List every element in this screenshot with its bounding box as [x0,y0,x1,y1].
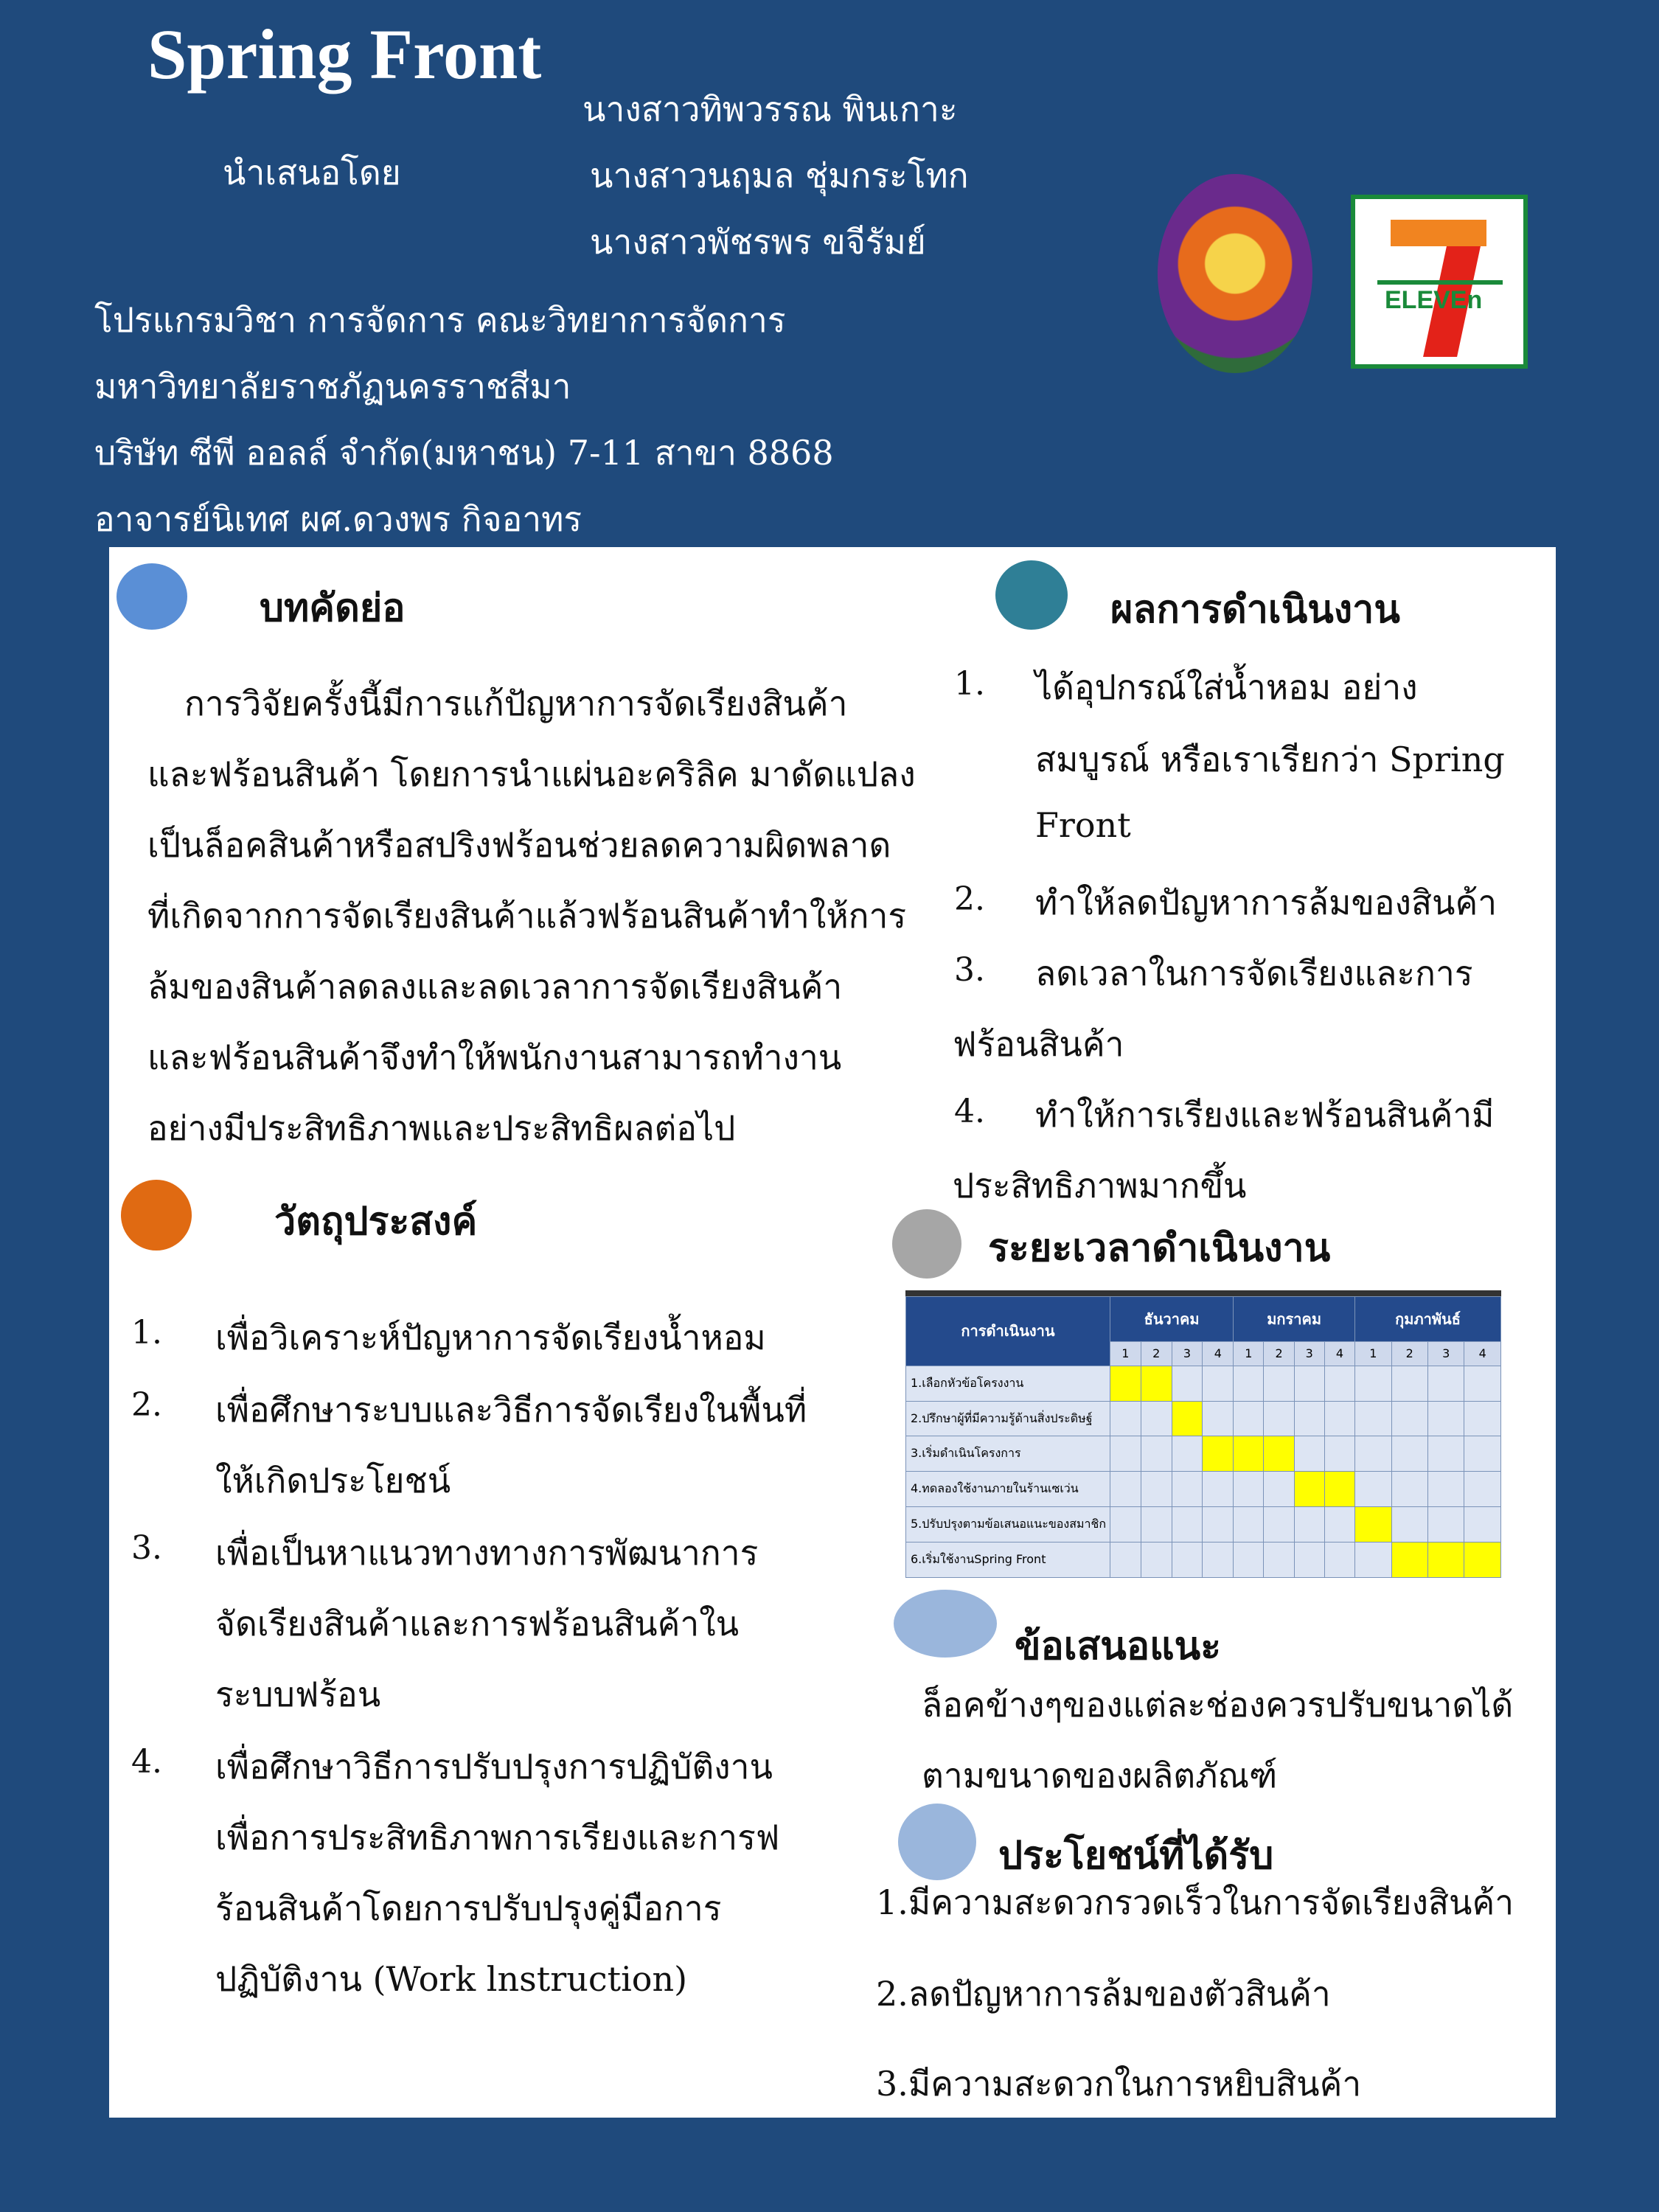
gantt-task-row [906,1401,1501,1436]
gantt-cell [1464,1366,1501,1401]
seven-eleven-logo [1351,195,1528,369]
gantt-cell [1294,1366,1324,1401]
gantt-cell [1203,1366,1234,1401]
suggestion-bullet [894,1590,997,1658]
suggestion-line-2: ตามขนาดของผลิตภัณฑ์ [922,1756,1278,1795]
author-1: นางสาวทิพวรรณ พินเกาะ [582,89,958,129]
benefits-bullet [898,1804,976,1880]
objective-3-line-1: เพื่อเป็นหาแนวทางทางการพัฒนาการ [215,1533,759,1573]
benefits-heading: ประโยชน์ที่ได้รับ [998,1833,1274,1878]
gantt-cell [1391,1436,1427,1472]
affiliation-advisor: อาจารย์นิเทศ ผศ.ดวงพร กิจอาทร [94,499,582,539]
gantt-cell [1172,1472,1203,1507]
gantt-week-3: 3 [1172,1341,1203,1366]
gantt-week-7: 3 [1294,1341,1324,1366]
gantt-active-cell [1203,1436,1234,1472]
gantt-cell [1264,1366,1294,1401]
gantt-month-3: กุมภาพันธ์ [1355,1297,1501,1342]
university-logo [1158,174,1312,373]
gantt-cell [1355,1436,1391,1472]
gantt-active-cell [1264,1436,1294,1472]
abstract-line-1: การวิจัยครั้งนี้มีการแก้ปัญหาการจัดเรียงสินค้า [184,684,848,723]
poster-title: Spring Front [147,15,542,94]
gantt-cell [1324,1507,1354,1543]
gantt-cell [1141,1436,1172,1472]
gantt-cell [1234,1507,1264,1543]
gantt-active-cell [1110,1366,1141,1401]
gantt-cell [1324,1401,1354,1436]
gantt-cell [1234,1543,1264,1578]
gantt-cell [1324,1366,1354,1401]
result-1-number: 1. [954,665,985,703]
abstract-line-4: ที่เกิดจากการจัดเรียงสินค้าแล้วฟร้อนสินค้าทำให้การ [147,896,907,936]
abstract-bullet [116,563,187,630]
abstract-line-2: และฟร้อนสินค้า โดยการนำแผ่นอะคริลิค มาดัดแปลง [147,754,916,794]
benefit-3: 3.มีความสะดวกในการหยิบสินค้า [876,2064,1362,2104]
gantt-task-row [906,1366,1501,1401]
timeline-bullet [892,1209,961,1279]
gantt-task-row [906,1472,1501,1507]
gantt-task-label: 3.เริ่มดำเนินโครงการ [906,1436,1110,1472]
gantt-active-cell [1391,1543,1427,1578]
gantt-week-9: 1 [1355,1341,1391,1366]
gantt-active-cell [1324,1472,1354,1507]
objectives-bullet [121,1180,192,1251]
gantt-week-11: 3 [1427,1341,1464,1366]
gantt-table [905,1296,1501,1578]
gantt-cell [1234,1472,1264,1507]
gantt-cell [1110,1436,1141,1472]
gantt-cell [1141,1507,1172,1543]
gantt-active-cell [1234,1436,1264,1472]
results-heading: ผลการดำเนินงาน [1110,587,1400,632]
gantt-week-4: 4 [1203,1341,1234,1366]
result-4-line-1: ทำให้การเรียงและฟร้อนสินค้ามี [1035,1095,1495,1135]
suggestion-heading: ข้อเสนอแนะ [1015,1624,1222,1669]
objective-3-line-2: จัดเรียงสินค้าและการฟร้อนสินค้าใน [215,1604,740,1644]
gantt-chart [905,1290,1501,1578]
abstract-heading: บทคัดย่อ [260,585,406,630]
result-2-line-1: ทำให้ลดปัญหาการล้มของสินค้า [1035,883,1498,922]
gantt-cell [1391,1472,1427,1507]
gantt-cell [1264,1401,1294,1436]
gantt-cell [1294,1543,1324,1578]
objective-3-number: 3. [131,1529,162,1567]
gantt-week-2: 2 [1141,1341,1172,1366]
gantt-header-row [906,1297,1501,1342]
gantt-cell [1427,1507,1464,1543]
result-4-continuation: ประสิทธิภาพมากขึ้น [953,1166,1247,1206]
gantt-cell [1141,1401,1172,1436]
gantt-cell [1172,1543,1203,1578]
gantt-week-6: 2 [1264,1341,1294,1366]
result-1-line-2: สมบูรณ์ หรือเราเรียกว่า Spring [1035,740,1505,779]
gantt-cell [1355,1472,1391,1507]
gantt-task-row [906,1436,1501,1472]
gantt-active-cell [1427,1543,1464,1578]
objective-4-line-1: เพื่อศึกษาวิธีการปรับปรุงการปฏิบัติงาน [215,1747,773,1787]
gantt-cell [1264,1543,1294,1578]
gantt-task-label: 6.เริ่มใช้งานSpring Front [906,1543,1110,1578]
gantt-cell [1294,1507,1324,1543]
gantt-cell [1427,1436,1464,1472]
author-2: นางสาวนฤมล ชุ่มกระโทก [590,156,969,195]
gantt-month-2: มกราคม [1234,1297,1355,1342]
result-3-number: 3. [954,951,985,989]
gantt-cell [1294,1436,1324,1472]
gantt-cell [1141,1472,1172,1507]
gantt-cell [1464,1436,1501,1472]
gantt-cell [1203,1543,1234,1578]
gantt-cell [1264,1472,1294,1507]
abstract-line-7: อย่างมีประสิทธิภาพและประสิทธิผลต่อไป [147,1108,736,1148]
gantt-cell [1110,1543,1141,1578]
gantt-cell [1110,1401,1141,1436]
abstract-line-3: เป็นล็อคสินค้าหรือสปริงฟร้อนช่วยลดความผิดพลาด [147,825,891,865]
gantt-cell [1464,1472,1501,1507]
objective-1-line-1: เพื่อวิเคราะห์ปัญหาการจัดเรียงน้ำหอม [215,1318,766,1357]
presented-by-label: นำเสนอโดย [223,153,401,192]
objective-2-line-1: เพื่อศึกษาระบบและวิธีการจัดเรียงในพื้นที่ [215,1390,807,1430]
gantt-cell [1234,1401,1264,1436]
objective-4-line-3: ร้อนสินค้าโดยการปรับปรุงคู่มือการ [215,1888,722,1928]
objective-4-number: 4. [131,1743,162,1781]
objective-4-line-2: เพื่อการประสิทธิภาพการเรียงและการฟ [215,1818,780,1857]
abstract-line-6: และฟร้อนสินค้าจึงทำให้พนักงานสามารถทำงาน [147,1037,842,1077]
gantt-cell [1234,1366,1264,1401]
objectives-heading: วัตถุประสงค์ [274,1199,478,1244]
gantt-cell [1324,1436,1354,1472]
author-3: นางสาวพัชรพร ขจีรัมย์ [590,222,926,262]
objective-2-line-2: ให้เกิดประโยชน์ [215,1461,451,1500]
gantt-cell [1110,1507,1141,1543]
gantt-cell [1324,1543,1354,1578]
gantt-cell [1427,1401,1464,1436]
result-3-line-1: ลดเวลาในการจัดเรียงและการ [1035,953,1473,993]
gantt-week-5: 1 [1234,1341,1264,1366]
gantt-task-label: 1.เลือกหัวข้อโครงงาน [906,1366,1110,1401]
gantt-cell [1172,1436,1203,1472]
gantt-cell [1464,1507,1501,1543]
benefit-1: 1.มีความสะดวกรวดเร็วในการจัดเรียงสินค้า [876,1882,1514,1922]
affiliation-program: โปรแกรมวิชา การจัดการ คณะวิทยาการจัดการ [94,300,786,340]
affiliation-university: มหาวิทยาลัยราชภัฏนครราชสีมา [94,366,571,406]
seven-eleven-logo-text: ELEVEn [1385,286,1483,314]
results-bullet [995,560,1068,630]
gantt-task-row [906,1543,1501,1578]
result-4-number: 4. [954,1093,985,1130]
gantt-active-cell [1294,1472,1324,1507]
gantt-cell [1464,1401,1501,1436]
objective-4-line-4: ปฏิบัติงาน (Work lnstruction) [215,1959,688,1999]
gantt-cell [1264,1507,1294,1543]
gantt-column-header: การดำเนินงาน [906,1297,1110,1366]
affiliation-company: บริษัท ซีพี ออลล์ จำกัด(มหาชน) 7-11 สาขา 8868 [94,433,834,473]
gantt-cell [1172,1507,1203,1543]
gantt-task-row [906,1507,1501,1543]
gantt-cell [1355,1366,1391,1401]
objective-2-number: 2. [131,1386,162,1424]
gantt-task-label: 4.ทดลองใช้งานภายในร้านเซเว่น [906,1472,1110,1507]
gantt-task-label: 5.ปรับปรุงตามข้อเสนอแนะของสมาชิก [906,1507,1110,1543]
gantt-active-cell [1355,1507,1391,1543]
gantt-cell [1427,1366,1464,1401]
objective-1-number: 1. [131,1314,162,1352]
gantt-cell [1294,1401,1324,1436]
gantt-active-cell [1464,1543,1501,1578]
result-1-line-1: ได้อุปกรณ์ใส่น้ำหอม อย่าง [1035,667,1418,707]
gantt-week-12: 4 [1464,1341,1501,1366]
gantt-active-cell [1172,1401,1203,1436]
gantt-week-10: 2 [1391,1341,1427,1366]
gantt-cell [1391,1507,1427,1543]
gantt-cell [1203,1507,1234,1543]
benefit-2: 2.ลดปัญหาการล้มของตัวสินค้า [876,1974,1331,2014]
gantt-cell [1391,1366,1427,1401]
result-1-line-3: Front [1035,805,1131,845]
gantt-active-cell [1141,1366,1172,1401]
gantt-cell [1172,1366,1203,1401]
gantt-cell [1355,1543,1391,1578]
timeline-heading: ระยะเวลาดำเนินงาน [988,1225,1331,1270]
suggestion-line-1: ล็อคข้างๆของแต่ละช่องควรปรับขนาดได้ [922,1685,1514,1725]
gantt-cell [1203,1472,1234,1507]
objective-3-line-3: ระบบฟร้อน [215,1674,381,1714]
gantt-week-1: 1 [1110,1341,1141,1366]
result-3-continuation: ฟร้อนสินค้า [953,1024,1124,1064]
gantt-cell [1110,1472,1141,1507]
result-2-number: 2. [954,880,985,918]
gantt-cell [1391,1401,1427,1436]
gantt-cell [1141,1543,1172,1578]
gantt-cell [1355,1401,1391,1436]
gantt-cell [1427,1472,1464,1507]
gantt-week-8: 4 [1324,1341,1354,1366]
gantt-task-label: 2.ปรึกษาผู้ที่มีความรู้ด้านสิ่งประดิษฐ์ [906,1401,1110,1436]
gantt-month-1: ธันวาคม [1110,1297,1234,1342]
gantt-cell [1203,1401,1234,1436]
abstract-line-5: ล้มของสินค้าลดลงและลดเวลาการจัดเรียงสินค้า [147,967,843,1006]
